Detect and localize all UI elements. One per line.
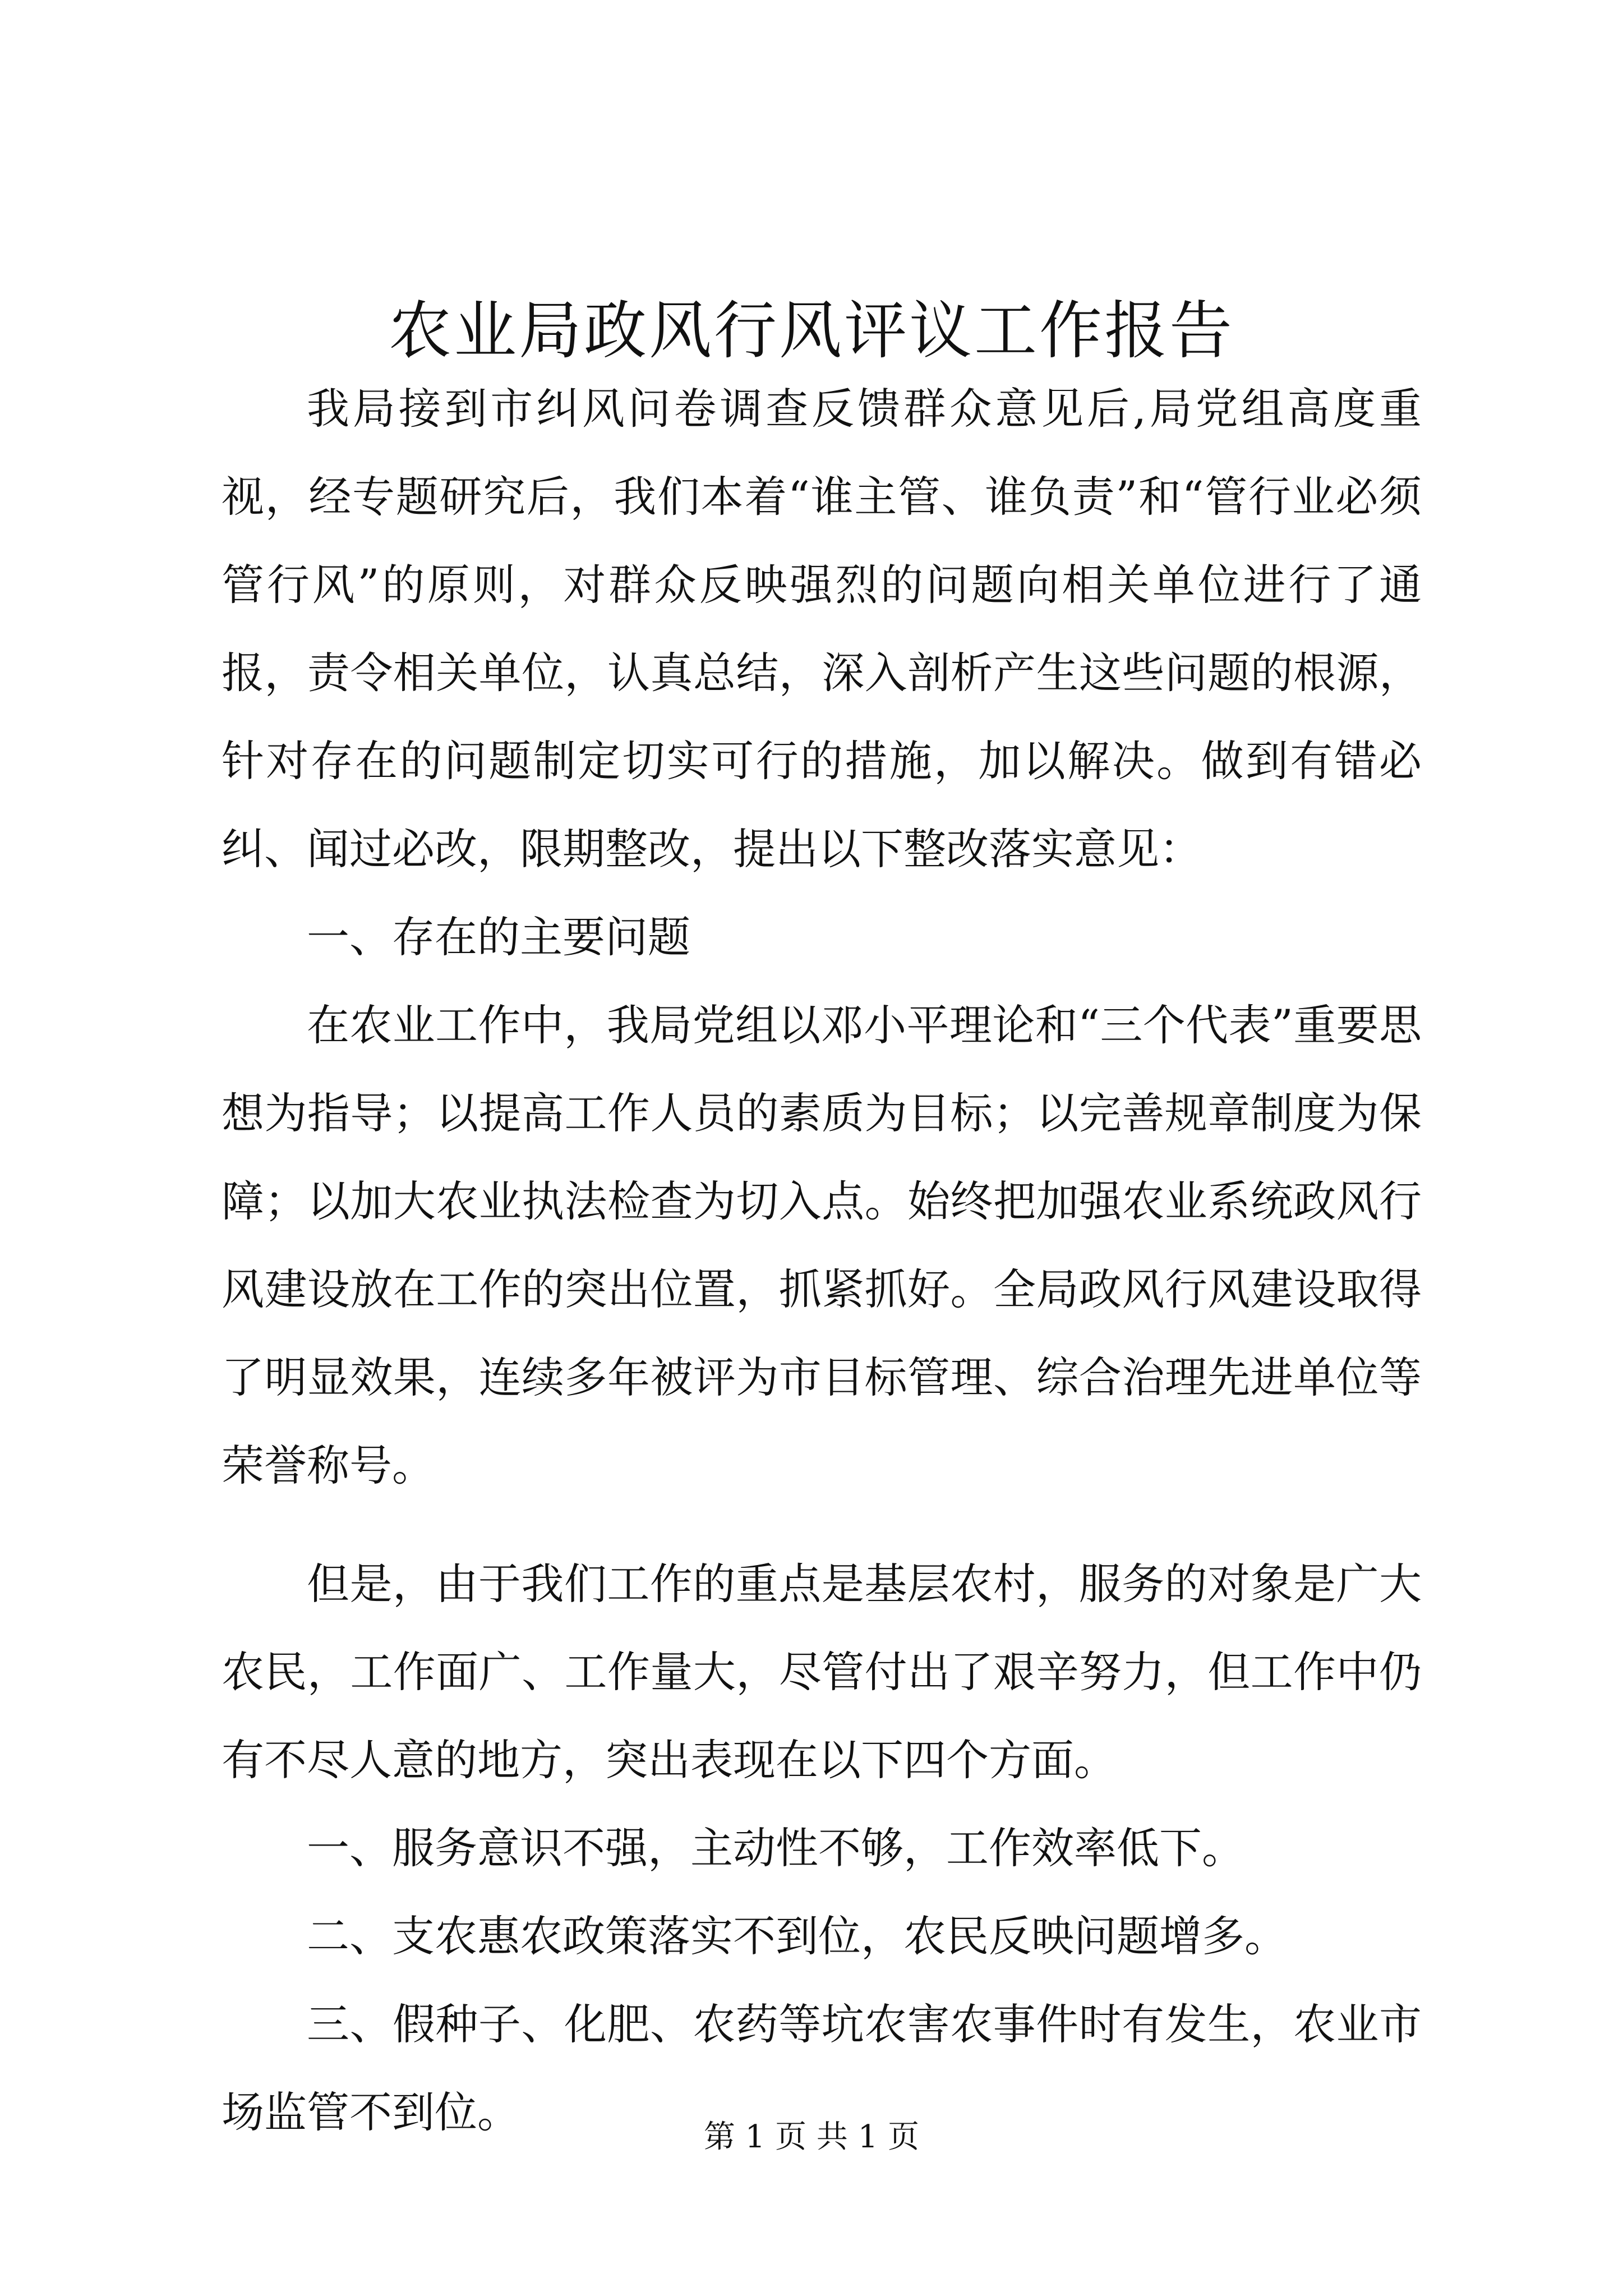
paragraph-issue-1: 一、服务意识不强，主动性不够，工作效率低下。 (307, 1823, 1244, 1873)
paragraph-background: 在农业工作中，我局党组以邓小平理论和“三个代表”重要思想为指导；以提高工作人员的素质为目标；以完善规章制度为保障；以加大农业执法检查为切入点。始终把加强农业系统政风行风建设放在工作的突出位置，抓紧抓好。全局政风行风建设取得了明显效果，连续多年被评为市目标管理、综合治理先进单位等荣誉称号。 (222, 1000, 1422, 1490)
paragraph-intro: 我局接到市纠风问卷调查反馈群众意见后,局党组高度重视，经专题研究后，我们本着“谁主管、谁负责”和“管行业必须管行风”的原则，对群众反映强烈的问题向相关单位进行了通报，责令相关单位，认真总结，深入剖析产生这些问题的根源，针对存在的问题制定切实可行的措施，加以解决。做到有错必纠、闻过必改，限期整改，提出以下整改落实意见： (222, 384, 1422, 874)
paragraph-issue-2: 二、支农惠农政策落实不到位，农民反映问题增多。 (307, 1911, 1287, 1961)
document-title: 农业局政风行风评议工作报告 (389, 295, 1234, 367)
paragraph-issue-3: 三、假种子、化肥、农药等坑农害农事件时有发生，农业市场监管不到位。 (222, 1999, 1422, 2137)
document-body (222, 365, 1422, 2156)
paragraph-however: 但是，由于我们工作的重点是基层农村，服务的对象是广大农民，工作面广、工作量大，尽管付出了艰辛努力，但工作中仍有不尽人意的地方，突出表现在以下四个方面。 (222, 1559, 1422, 1785)
paragraph-section-heading: 一、存在的主要问题 (307, 912, 690, 962)
page-footer: 第 1 页 共 1 页 (703, 2119, 920, 2155)
